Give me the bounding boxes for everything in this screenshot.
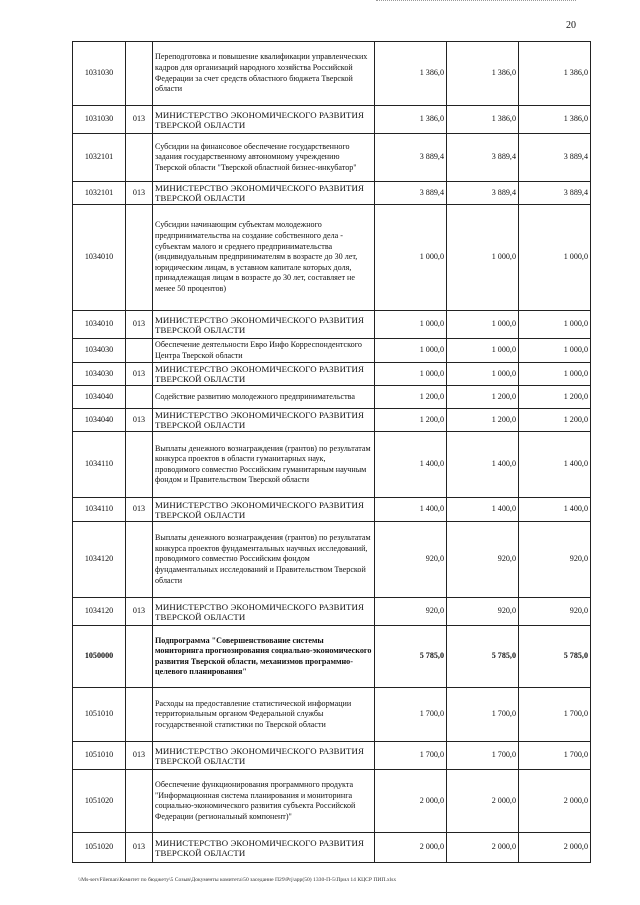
table-row (73, 42, 591, 106)
value-2014-cell: 2 000,0 (375, 770, 447, 833)
code-cell: 1034030 (73, 363, 126, 386)
value-2015-cell: 2 000,0 (447, 833, 519, 863)
name-cell: МИНИСТЕРСТВО ЭКОНОМИЧЕСКОГО РАЗВИТИЯ ТВЕРСКОЙ ОБЛАСТИ (153, 106, 375, 134)
value-2016-cell: 920,0 (519, 598, 591, 626)
value-2014-cell: 1 000,0 (375, 205, 447, 311)
ministry-row (73, 833, 591, 863)
code-cell: 1034010 (73, 205, 126, 311)
ved-cell: 013 (126, 182, 153, 205)
value-2015-cell: 1 700,0 (447, 742, 519, 770)
value-2016-cell: 1 200,0 (519, 386, 591, 409)
name-cell: Обеспечение функционирования программного продукта "Информационная система планирования и мониторинга социально-экономического развития субъекта Российской Федерации (региональный компонент)" (153, 770, 375, 833)
value-2016-cell: 1 400,0 (519, 498, 591, 522)
ved-cell: 013 (126, 742, 153, 770)
name-cell: МИНИСТЕРСТВО ЭКОНОМИЧЕСКОГО РАЗВИТИЯ ТВЕРСКОЙ ОБЛАСТИ (153, 498, 375, 522)
value-2014-cell: 1 000,0 (375, 311, 447, 339)
value-2015-cell: 3 889,4 (447, 182, 519, 205)
name-cell: Выплаты денежного вознаграждения (грантов) по результатам конкурса проектов в области гуманитарных наук, проводимого совместно Российским гуманитарным научным фондом и Правительством Тверской области (153, 432, 375, 498)
table-row (73, 205, 591, 311)
code-cell: 1034120 (73, 598, 126, 626)
value-2016-cell: 3 889,4 (519, 182, 591, 205)
value-2015-cell: 1 000,0 (447, 339, 519, 363)
name-cell: МИНИСТЕРСТВО ЭКОНОМИЧЕСКОГО РАЗВИТИЯ ТВЕРСКОЙ ОБЛАСТИ (153, 833, 375, 863)
ved-cell (126, 339, 153, 363)
value-2016-cell: 2 000,0 (519, 770, 591, 833)
ved-cell (126, 522, 153, 598)
value-2015-cell: 1 000,0 (447, 311, 519, 339)
ved-cell (126, 205, 153, 311)
value-2014-cell: 920,0 (375, 522, 447, 598)
name-cell: Обеспечение деятельности Евро Инфо Корреспондентского Центра Тверской области (153, 339, 375, 363)
value-2015-cell: 1 000,0 (447, 363, 519, 386)
value-2014-cell: 1 000,0 (375, 339, 447, 363)
value-2016-cell: 1 700,0 (519, 742, 591, 770)
code-cell: 1051010 (73, 742, 126, 770)
ministry-row (73, 106, 591, 134)
name-cell: Субсидии начинающим субъектам молодежного предпринимательства на создание собственного дела - субъектам малого и среднего предпринимательства (индивидуальным предпринимателям в возрасте до 30 лет, юридическим лицам, в уставном капитале которых доля, принадлежащая лицам в возрасте до 30 лет, составляет не менее 50 процентов) (153, 205, 375, 311)
ministry-row (73, 598, 591, 626)
name-cell: Субсидии на финансовое обеспечение государственного задания государственному автономному учреждению Тверской области "Тверской областной бизнес-инкубатор" (153, 134, 375, 182)
table-row (73, 688, 591, 742)
ministry-row (73, 363, 591, 386)
ved-cell: 013 (126, 833, 153, 863)
name-cell: Переподготовка и повышение квалификации управленческих кадров для организаций народного хозяйства Российской Федерации за счет средств областного бюджета Тверской области (153, 42, 375, 106)
value-2015-cell: 2 000,0 (447, 770, 519, 833)
value-2016-cell: 1 386,0 (519, 106, 591, 134)
file-path-footer: \\Ms-servFileman\Комитет по бюджету\5 Созыв\Документы комитета\50 заседание П29\Prj\app(50) 1330-П-5\Прил 14 КЦСР ПИП.xlsx (78, 877, 397, 883)
table-row (73, 339, 591, 363)
value-2016-cell: 5 785,0 (519, 626, 591, 688)
value-2016-cell: 1 000,0 (519, 311, 591, 339)
value-2016-cell: 3 889,4 (519, 134, 591, 182)
value-2016-cell: 1 386,0 (519, 42, 591, 106)
value-2014-cell: 1 700,0 (375, 688, 447, 742)
value-2016-cell: 1 000,0 (519, 205, 591, 311)
code-cell: 1034030 (73, 339, 126, 363)
ministry-row (73, 498, 591, 522)
value-2014-cell: 1 700,0 (375, 742, 447, 770)
value-2015-cell: 5 785,0 (447, 626, 519, 688)
value-2014-cell: 2 000,0 (375, 833, 447, 863)
ministry-row (73, 311, 591, 339)
table-row (73, 432, 591, 498)
code-cell: 1051020 (73, 833, 126, 863)
value-2014-cell: 1 386,0 (375, 42, 447, 106)
ved-cell (126, 626, 153, 688)
value-2016-cell: 1 700,0 (519, 688, 591, 742)
code-cell: 1051010 (73, 688, 126, 742)
value-2014-cell: 1 400,0 (375, 432, 447, 498)
value-2015-cell: 1 400,0 (447, 432, 519, 498)
value-2014-cell: 1 386,0 (375, 106, 447, 134)
ved-cell (126, 770, 153, 833)
value-2015-cell: 1 700,0 (447, 688, 519, 742)
value-2014-cell: 3 889,4 (375, 134, 447, 182)
code-cell: 1034010 (73, 311, 126, 339)
top-rule (376, 0, 576, 2)
table-row (73, 522, 591, 598)
ved-cell: 013 (126, 311, 153, 339)
budget-table-body (73, 42, 591, 863)
value-2014-cell: 1 200,0 (375, 386, 447, 409)
code-cell: 1034040 (73, 386, 126, 409)
ved-cell (126, 432, 153, 498)
value-2015-cell: 1 000,0 (447, 205, 519, 311)
value-2015-cell: 1 400,0 (447, 498, 519, 522)
ministry-row (73, 742, 591, 770)
value-2015-cell: 1 200,0 (447, 409, 519, 432)
value-2016-cell: 1 200,0 (519, 409, 591, 432)
value-2016-cell: 1 400,0 (519, 432, 591, 498)
ved-cell (126, 386, 153, 409)
value-2015-cell: 1 386,0 (447, 42, 519, 106)
value-2016-cell: 2 000,0 (519, 833, 591, 863)
name-cell: МИНИСТЕРСТВО ЭКОНОМИЧЕСКОГО РАЗВИТИЯ ТВЕРСКОЙ ОБЛАСТИ (153, 363, 375, 386)
code-cell: 1032101 (73, 134, 126, 182)
value-2015-cell: 3 889,4 (447, 134, 519, 182)
code-cell: 1050000 (73, 626, 126, 688)
ved-cell (126, 134, 153, 182)
value-2014-cell: 1 200,0 (375, 409, 447, 432)
name-cell: МИНИСТЕРСТВО ЭКОНОМИЧЕСКОГО РАЗВИТИЯ ТВЕРСКОЙ ОБЛАСТИ (153, 742, 375, 770)
ministry-row (73, 182, 591, 205)
ved-cell (126, 688, 153, 742)
ved-cell: 013 (126, 498, 153, 522)
ved-cell: 013 (126, 598, 153, 626)
value-2014-cell: 920,0 (375, 598, 447, 626)
ved-cell (126, 42, 153, 106)
value-2016-cell: 1 000,0 (519, 339, 591, 363)
value-2014-cell: 5 785,0 (375, 626, 447, 688)
value-2015-cell: 1 386,0 (447, 106, 519, 134)
value-2016-cell: 1 000,0 (519, 363, 591, 386)
code-cell: 1032101 (73, 182, 126, 205)
ved-cell: 013 (126, 106, 153, 134)
name-cell: МИНИСТЕРСТВО ЭКОНОМИЧЕСКОГО РАЗВИТИЯ ТВЕРСКОЙ ОБЛАСТИ (153, 598, 375, 626)
name-cell: Подпрограмма "Совершенствование системы мониторинга прогнозирования социально-экономического развития Тверской области, механизмов программно- целевого планирования" (153, 626, 375, 688)
table-row (73, 386, 591, 409)
code-cell: 1034120 (73, 522, 126, 598)
name-cell: МИНИСТЕРСТВО ЭКОНОМИЧЕСКОГО РАЗВИТИЯ ТВЕРСКОЙ ОБЛАСТИ (153, 182, 375, 205)
code-cell: 1034110 (73, 432, 126, 498)
page-number: 20 (566, 20, 576, 31)
value-2015-cell: 920,0 (447, 522, 519, 598)
value-2016-cell: 920,0 (519, 522, 591, 598)
ministry-row (73, 409, 591, 432)
code-cell: 1031030 (73, 42, 126, 106)
code-cell: 1051020 (73, 770, 126, 833)
ved-cell: 013 (126, 363, 153, 386)
budget-table (72, 41, 591, 863)
name-cell: Выплаты денежного вознаграждения (грантов) по результатам конкурса проектов фундаментальных научных исследований, проводимого совместно Российским фондом фундаментальных исследований и Правительством Тверской области (153, 522, 375, 598)
name-cell: МИНИСТЕРСТВО ЭКОНОМИЧЕСКОГО РАЗВИТИЯ ТВЕРСКОЙ ОБЛАСТИ (153, 409, 375, 432)
value-2014-cell: 3 889,4 (375, 182, 447, 205)
table-row (73, 770, 591, 833)
code-cell: 1034040 (73, 409, 126, 432)
value-2015-cell: 920,0 (447, 598, 519, 626)
code-cell: 1034110 (73, 498, 126, 522)
code-cell: 1031030 (73, 106, 126, 134)
value-2014-cell: 1 000,0 (375, 363, 447, 386)
subprogram-row (73, 626, 591, 688)
value-2015-cell: 1 200,0 (447, 386, 519, 409)
value-2014-cell: 1 400,0 (375, 498, 447, 522)
name-cell: МИНИСТЕРСТВО ЭКОНОМИЧЕСКОГО РАЗВИТИЯ ТВЕРСКОЙ ОБЛАСТИ (153, 311, 375, 339)
ved-cell: 013 (126, 409, 153, 432)
name-cell: Расходы на предоставление статистической информации территориальным органом Федеральной службы государственной статистики по Тверской области (153, 688, 375, 742)
table-row (73, 134, 591, 182)
name-cell: Содействие развитию молодежного предпринимательства (153, 386, 375, 409)
